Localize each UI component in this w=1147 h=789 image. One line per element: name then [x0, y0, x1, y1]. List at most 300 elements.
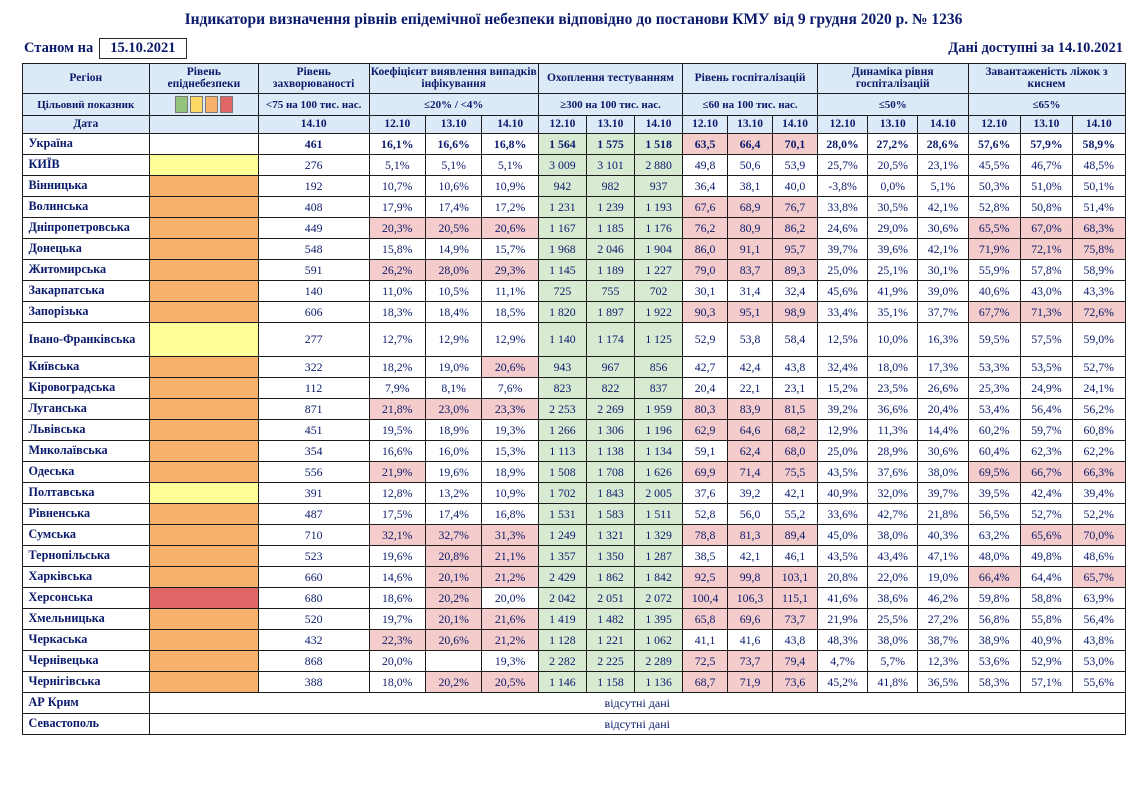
- row-hosp: 40,0: [773, 176, 818, 197]
- row-detection: 16,6%: [426, 134, 482, 155]
- row-beds: 67,0%: [1020, 218, 1072, 239]
- row-hosp: 67,6: [683, 197, 728, 218]
- row-incidence: 556: [258, 462, 369, 483]
- col-level: Рівень епіднебезпеки: [150, 63, 259, 94]
- table-row: [22, 525, 1125, 546]
- row-hosp-dyn: 15,2%: [818, 378, 868, 399]
- as-of-date: 15.10.2021: [99, 38, 186, 59]
- row-testing: 1 511: [635, 504, 683, 525]
- row-detection: 17,2%: [482, 197, 538, 218]
- date-beds-0: 12.10: [968, 116, 1020, 134]
- row-risk-level: [150, 567, 259, 588]
- row-testing: 1 136: [635, 672, 683, 693]
- row-risk-level: [150, 239, 259, 260]
- row-detection: 20,1%: [426, 609, 482, 630]
- row-beds: 57,8%: [1020, 260, 1072, 281]
- row-hosp-dyn: 19,0%: [918, 567, 968, 588]
- as-of-label: Станом на: [24, 39, 94, 56]
- row-hosp: 78,8: [683, 525, 728, 546]
- row-testing: 1 357: [538, 546, 586, 567]
- row-hosp: 89,3: [773, 260, 818, 281]
- row-hosp-dyn: 23,1%: [918, 155, 968, 176]
- row-incidence: 868: [258, 651, 369, 672]
- row-hosp-dyn: 36,6%: [868, 399, 918, 420]
- row-detection: 19,7%: [369, 609, 425, 630]
- row-beds: 72,1%: [1020, 239, 1072, 260]
- table-row: [22, 483, 1125, 504]
- row-detection: 20,6%: [426, 630, 482, 651]
- row-testing: 1 138: [586, 441, 634, 462]
- row-hosp: 86,2: [773, 218, 818, 239]
- row-region: Житомирська: [22, 260, 150, 281]
- row-hosp-dyn: 28,6%: [918, 134, 968, 155]
- row-detection: 14,9%: [426, 239, 482, 260]
- row-detection: 26,2%: [369, 260, 425, 281]
- row-detection: 23,0%: [426, 399, 482, 420]
- row-hosp-dyn: 20,4%: [918, 399, 968, 420]
- row-testing: 1 508: [538, 462, 586, 483]
- row-beds: 56,4%: [1020, 399, 1072, 420]
- row-hosp-dyn: 39,7%: [918, 483, 968, 504]
- row-beds: 42,4%: [1020, 483, 1072, 504]
- row-hosp-dyn: 20,8%: [818, 567, 868, 588]
- row-detection: 20,1%: [426, 567, 482, 588]
- row-hosp: 71,9: [728, 672, 773, 693]
- legend-yellow-icon: [190, 96, 203, 113]
- row-detection: 20,6%: [482, 218, 538, 239]
- row-hosp-dyn: 5,1%: [918, 176, 968, 197]
- row-detection: 21,2%: [482, 567, 538, 588]
- row-detection: 21,2%: [482, 630, 538, 651]
- row-region: Вінницька: [22, 176, 150, 197]
- row-hosp-dyn: 38,7%: [918, 630, 968, 651]
- row-hosp: 59,1: [683, 441, 728, 462]
- row-testing: 1 125: [635, 323, 683, 357]
- table-row-nodata: [22, 714, 1125, 735]
- row-incidence: 140: [258, 281, 369, 302]
- date-detection-1: 13.10: [426, 116, 482, 134]
- row-incidence: 322: [258, 357, 369, 378]
- row-region: Тернопільська: [22, 546, 150, 567]
- table-row: [22, 672, 1125, 693]
- row-testing: 3 009: [538, 155, 586, 176]
- row-detection: 18,3%: [369, 302, 425, 323]
- row-hosp: 38,1: [728, 176, 773, 197]
- row-region: Запорізька: [22, 302, 150, 323]
- row-hosp-dyn: 4,7%: [818, 651, 868, 672]
- row-risk-level: [150, 155, 259, 176]
- row-hosp: 73,7: [773, 609, 818, 630]
- row-detection: 18,0%: [369, 672, 425, 693]
- row-beds: 72,6%: [1073, 302, 1125, 323]
- row-testing: 1 158: [586, 672, 634, 693]
- row-region: Миколаївська: [22, 441, 150, 462]
- row-testing: 1 176: [635, 218, 683, 239]
- row-hosp: 83,9: [728, 399, 773, 420]
- col-testing: Охоплення тестуванням: [538, 63, 682, 94]
- row-detection: 16,8%: [482, 134, 538, 155]
- row-detection: 21,1%: [482, 546, 538, 567]
- row-detection: 17,4%: [426, 197, 482, 218]
- table-row: [22, 378, 1125, 399]
- data-available-label: Дані доступні за 14.10.2021: [948, 39, 1123, 56]
- row-testing: 2 051: [586, 588, 634, 609]
- row-beds: 52,2%: [1073, 504, 1125, 525]
- row-beds: 59,8%: [968, 588, 1020, 609]
- row-region: Івано-Франківська: [22, 323, 150, 357]
- table-row: [22, 302, 1125, 323]
- row-beds: 60,8%: [1073, 420, 1125, 441]
- row-detection: 10,5%: [426, 281, 482, 302]
- row-incidence: 276: [258, 155, 369, 176]
- row-beds: 48,5%: [1073, 155, 1125, 176]
- row-region: Чернігівська: [22, 672, 150, 693]
- row-hosp: 73,6: [773, 672, 818, 693]
- row-detection: 20,6%: [482, 357, 538, 378]
- row-detection: 16,0%: [426, 441, 482, 462]
- row-testing: 1 904: [635, 239, 683, 260]
- row-hosp-dyn: 28,9%: [868, 441, 918, 462]
- row-hosp-dyn: 0,0%: [868, 176, 918, 197]
- table-row: [22, 651, 1125, 672]
- row-detection: 8,1%: [426, 378, 482, 399]
- row-hosp-dyn: 25,1%: [868, 260, 918, 281]
- row-beds: 60,2%: [968, 420, 1020, 441]
- row-risk-level: [150, 420, 259, 441]
- row-hosp-dyn: 29,0%: [868, 218, 918, 239]
- row-region: Закарпатська: [22, 281, 150, 302]
- row-hosp-dyn: 38,6%: [868, 588, 918, 609]
- row-detection: 23,3%: [482, 399, 538, 420]
- row-detection: 15,7%: [482, 239, 538, 260]
- row-hosp-dyn: 12,9%: [818, 420, 868, 441]
- row-hosp-dyn: 25,7%: [818, 155, 868, 176]
- date-incidence-0: 14.10: [258, 116, 369, 134]
- row-risk-level: [150, 260, 259, 281]
- date-testing-1: 13.10: [586, 116, 634, 134]
- col-region: Регіон: [22, 63, 150, 94]
- row-detection: 18,6%: [369, 588, 425, 609]
- row-hosp: 30,1: [683, 281, 728, 302]
- row-beds: 51,4%: [1073, 197, 1125, 218]
- row-beds: 59,5%: [968, 323, 1020, 357]
- row-testing: 1 626: [635, 462, 683, 483]
- row-hosp-dyn: 16,3%: [918, 323, 968, 357]
- row-beds: 58,9%: [1073, 260, 1125, 281]
- table-row: [22, 357, 1125, 378]
- row-risk-level: [150, 281, 259, 302]
- row-hosp: 95,1: [728, 302, 773, 323]
- col-hosp-dyn: Динаміка рівня госпіталізацій: [818, 63, 969, 94]
- row-beds: 45,5%: [968, 155, 1020, 176]
- row-beds: 55,8%: [1020, 609, 1072, 630]
- row-hosp: 42,7: [683, 357, 728, 378]
- row-hosp: 90,3: [683, 302, 728, 323]
- table-row: [22, 630, 1125, 651]
- row-detection: 16,1%: [369, 134, 425, 155]
- row-beds: 53,0%: [1073, 651, 1125, 672]
- row-hosp: 80,3: [683, 399, 728, 420]
- row-hosp: 63,5: [683, 134, 728, 155]
- target-beds: ≤65%: [968, 94, 1125, 116]
- indicators-table: [22, 63, 1126, 736]
- row-region: Рівненська: [22, 504, 150, 525]
- row-hosp: 68,9: [728, 197, 773, 218]
- row-incidence: 112: [258, 378, 369, 399]
- row-detection: 5,1%: [426, 155, 482, 176]
- row-hosp-dyn: 38,0%: [868, 525, 918, 546]
- row-hosp: 20,4: [683, 378, 728, 399]
- row-hosp-dyn: 30,6%: [918, 441, 968, 462]
- row-hosp-dyn: 45,2%: [818, 672, 868, 693]
- row-hosp: 58,4: [773, 323, 818, 357]
- row-incidence: 548: [258, 239, 369, 260]
- row-testing: 1 221: [586, 630, 634, 651]
- row-hosp: 56,0: [728, 504, 773, 525]
- row-detection: 16,6%: [369, 441, 425, 462]
- row-detection: 7,6%: [482, 378, 538, 399]
- row-testing: 1 174: [586, 323, 634, 357]
- row-beds: 59,7%: [1020, 420, 1072, 441]
- row-testing: 2 072: [635, 588, 683, 609]
- row-detection: 19,0%: [426, 357, 482, 378]
- row-testing: 1 350: [586, 546, 634, 567]
- row-testing: 1 583: [586, 504, 634, 525]
- row-testing: 2 269: [586, 399, 634, 420]
- table-row: [22, 441, 1125, 462]
- row-hosp: 23,1: [773, 378, 818, 399]
- row-hosp-dyn: 12,5%: [818, 323, 868, 357]
- row-beds: 39,4%: [1073, 483, 1125, 504]
- date-testing-0: 12.10: [538, 116, 586, 134]
- row-hosp: 32,4: [773, 281, 818, 302]
- row-testing: 1 575: [586, 134, 634, 155]
- row-hosp: 86,0: [683, 239, 728, 260]
- row-hosp-dyn: 45,0%: [818, 525, 868, 546]
- row-testing: 1 227: [635, 260, 683, 281]
- row-beds: 56,4%: [1073, 609, 1125, 630]
- row-testing: 1 287: [635, 546, 683, 567]
- row-detection: 32,7%: [426, 525, 482, 546]
- row-beds: 66,7%: [1020, 462, 1072, 483]
- row-beds: 56,2%: [1073, 399, 1125, 420]
- row-risk-level: [150, 525, 259, 546]
- table-row: [22, 588, 1125, 609]
- row-hosp: 41,1: [683, 630, 728, 651]
- row-beds: 58,8%: [1020, 588, 1072, 609]
- row-detection: 19,3%: [482, 651, 538, 672]
- row-risk-level: [150, 504, 259, 525]
- row-hosp-dyn: 17,3%: [918, 357, 968, 378]
- row-hosp-dyn: 41,6%: [818, 588, 868, 609]
- date-detection-2: 14.10: [482, 116, 538, 134]
- row-hosp: 31,4: [728, 281, 773, 302]
- row-testing: 1 897: [586, 302, 634, 323]
- row-region: Харківська: [22, 567, 150, 588]
- row-hosp-dyn: 38,0%: [918, 462, 968, 483]
- table-header: [22, 63, 1125, 134]
- row-hosp: 69,9: [683, 462, 728, 483]
- row-hosp-dyn: 21,8%: [918, 504, 968, 525]
- legend-red-icon: [220, 96, 233, 113]
- row-detection: 11,1%: [482, 281, 538, 302]
- row-region: Донецька: [22, 239, 150, 260]
- date-detection-0: 12.10: [369, 116, 425, 134]
- legend-orange-icon: [205, 96, 218, 113]
- row-testing: 1 189: [586, 260, 634, 281]
- row-hosp: 36,4: [683, 176, 728, 197]
- target-incidence: <75 на 100 тис. нас.: [258, 94, 369, 116]
- table-row: [22, 218, 1125, 239]
- row-testing: 1 531: [538, 504, 586, 525]
- row-risk-level: [150, 441, 259, 462]
- row-region: Одеська: [22, 462, 150, 483]
- row-hosp: 42,1: [773, 483, 818, 504]
- col-hosp: Рівень госпіталізацій: [683, 63, 818, 94]
- row-testing: 1 968: [538, 239, 586, 260]
- row-beds: 53,6%: [968, 651, 1020, 672]
- row-hosp: 50,6: [728, 155, 773, 176]
- row-beds: 53,3%: [968, 357, 1020, 378]
- row-testing: 2 282: [538, 651, 586, 672]
- date-beds-2: 14.10: [1073, 116, 1125, 134]
- row-detection: 16,8%: [482, 504, 538, 525]
- row-detection: 28,0%: [426, 260, 482, 281]
- row-hosp-dyn: 20,5%: [868, 155, 918, 176]
- row-hosp-dyn: 27,2%: [918, 609, 968, 630]
- row-hosp-dyn: -3,8%: [818, 176, 868, 197]
- row-hosp: 80,9: [728, 218, 773, 239]
- table-row: [22, 281, 1125, 302]
- row-incidence: 391: [258, 483, 369, 504]
- row-beds: 70,0%: [1073, 525, 1125, 546]
- row-detection: 5,1%: [482, 155, 538, 176]
- row-beds: 25,3%: [968, 378, 1020, 399]
- row-risk-level: [150, 609, 259, 630]
- row-hosp-dyn: 35,1%: [868, 302, 918, 323]
- row-testing: 1 167: [538, 218, 586, 239]
- col-detection: Коефіцієнт виявлення випадків інфікування: [369, 63, 538, 94]
- row-incidence: 606: [258, 302, 369, 323]
- table-row: [22, 504, 1125, 525]
- row-beds: 57,5%: [1020, 323, 1072, 357]
- row-beds: 56,8%: [968, 609, 1020, 630]
- target-label: Цільовий показник: [22, 94, 150, 116]
- row-beds: 50,3%: [968, 176, 1020, 197]
- row-testing: 1 321: [586, 525, 634, 546]
- row-incidence: 487: [258, 504, 369, 525]
- row-beds: 64,4%: [1020, 567, 1072, 588]
- as-of-group: [24, 38, 187, 59]
- row-region: Хмельницька: [22, 609, 150, 630]
- row-beds: 48,6%: [1073, 546, 1125, 567]
- row-beds: 52,7%: [1020, 504, 1072, 525]
- row-hosp-dyn: 23,5%: [868, 378, 918, 399]
- table-row: [22, 134, 1125, 155]
- date-hospdyn-1: 13.10: [868, 116, 918, 134]
- row-hosp: 89,4: [773, 525, 818, 546]
- row-beds: 56,5%: [968, 504, 1020, 525]
- row-risk-level: [150, 483, 259, 504]
- row-testing: 856: [635, 357, 683, 378]
- row-testing: 1 266: [538, 420, 586, 441]
- row-detection: 15,3%: [482, 441, 538, 462]
- row-risk-level: [150, 651, 259, 672]
- row-testing: 823: [538, 378, 586, 399]
- row-detection: 7,9%: [369, 378, 425, 399]
- row-region: Луганська: [22, 399, 150, 420]
- row-hosp-dyn: 30,6%: [918, 218, 968, 239]
- row-hosp-dyn: 24,6%: [818, 218, 868, 239]
- row-testing: 1 922: [635, 302, 683, 323]
- row-testing: 2 042: [538, 588, 586, 609]
- row-region: Київська: [22, 357, 150, 378]
- row-beds: 67,7%: [968, 302, 1020, 323]
- row-detection: 13,2%: [426, 483, 482, 504]
- row-hosp-dyn: 41,9%: [868, 281, 918, 302]
- row-hosp: 98,9: [773, 302, 818, 323]
- row-detection: 21,9%: [369, 462, 425, 483]
- row-region: Україна: [22, 134, 150, 155]
- table-row: [22, 260, 1125, 281]
- subheader: [0, 36, 1147, 63]
- row-hosp-dyn: 43,5%: [818, 462, 868, 483]
- date-hosp-2: 14.10: [773, 116, 818, 134]
- row-hosp-dyn: 5,7%: [868, 651, 918, 672]
- row-detection: 12,8%: [369, 483, 425, 504]
- row-incidence: 388: [258, 672, 369, 693]
- row-testing: 1 843: [586, 483, 634, 504]
- row-hosp: 99,8: [728, 567, 773, 588]
- table-row: [22, 399, 1125, 420]
- row-risk-level: [150, 218, 259, 239]
- row-hosp: 41,6: [728, 630, 773, 651]
- row-beds: 40,9%: [1020, 630, 1072, 651]
- row-region: Кіровоградська: [22, 378, 150, 399]
- row-detection: 20,0%: [369, 651, 425, 672]
- row-hosp: 43,8: [773, 357, 818, 378]
- row-testing: 1 196: [635, 420, 683, 441]
- row-detection: 5,1%: [369, 155, 425, 176]
- row-beds: 75,8%: [1073, 239, 1125, 260]
- row-hosp-dyn: 33,8%: [818, 197, 868, 218]
- row-beds: 53,4%: [968, 399, 1020, 420]
- row-risk-level: [150, 630, 259, 651]
- row-incidence: 449: [258, 218, 369, 239]
- row-detection: 18,2%: [369, 357, 425, 378]
- row-beds: 53,5%: [1020, 357, 1072, 378]
- row-hosp-dyn: 25,0%: [818, 441, 868, 462]
- row-detection: 12,9%: [426, 323, 482, 357]
- row-incidence: 680: [258, 588, 369, 609]
- row-hosp: 68,2: [773, 420, 818, 441]
- row-detection: 10,9%: [482, 483, 538, 504]
- row-detection: 19,5%: [369, 420, 425, 441]
- row-testing: 2 880: [635, 155, 683, 176]
- row-detection: 18,5%: [482, 302, 538, 323]
- row-hosp: 37,6: [683, 483, 728, 504]
- row-hosp: 53,8: [728, 323, 773, 357]
- row-hosp: 22,1: [728, 378, 773, 399]
- row-hosp-dyn: 33,4%: [818, 302, 868, 323]
- level-blank: [150, 116, 259, 134]
- row-hosp: 53,9: [773, 155, 818, 176]
- row-hosp: 115,1: [773, 588, 818, 609]
- row-detection: 11,0%: [369, 281, 425, 302]
- row-testing: 937: [635, 176, 683, 197]
- row-hosp: 43,8: [773, 630, 818, 651]
- header-row-target: [22, 94, 1125, 116]
